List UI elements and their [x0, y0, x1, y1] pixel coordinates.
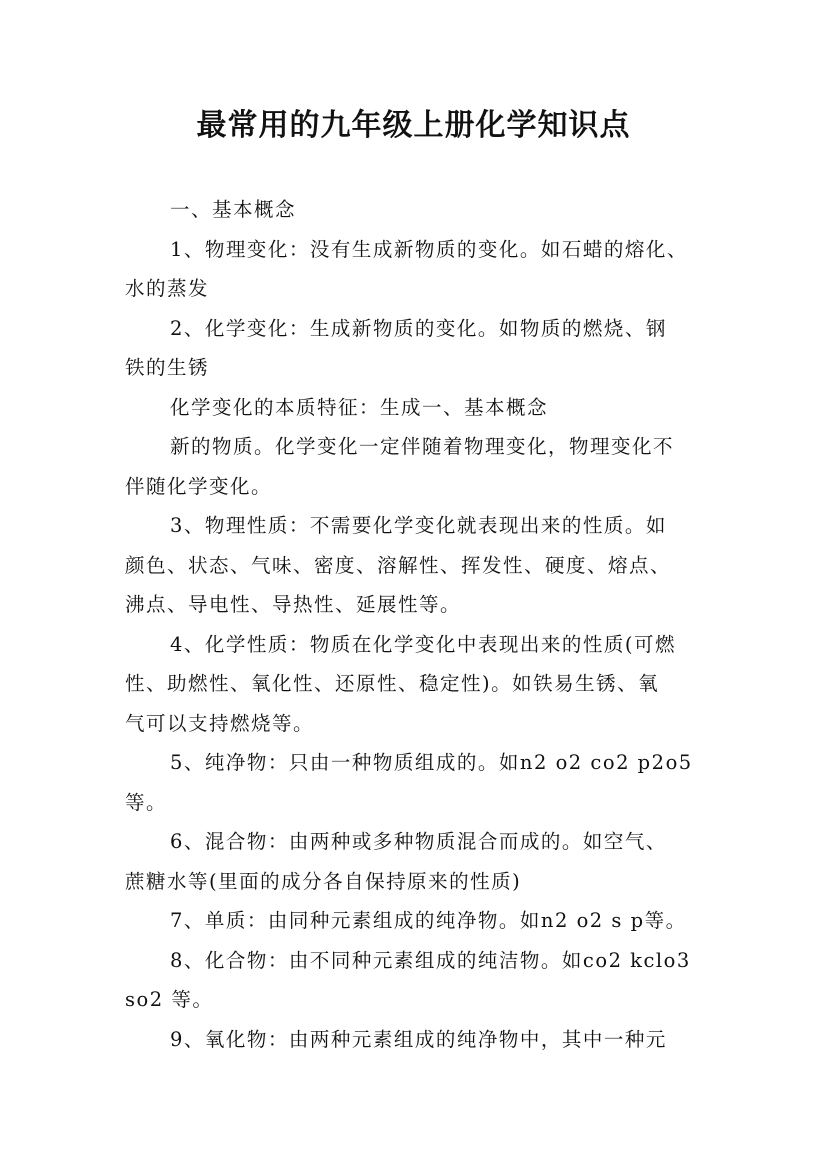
text-line: so2 等。 — [125, 988, 214, 1011]
text-line: 8、化合物：由不同种元素组成的纯洁物。如co2 kclo3 — [170, 948, 691, 972]
text-line: 蔗糖水等(里面的成分各自保持原来的性质) — [125, 869, 522, 893]
text-line: 1、物理变化：没有生成新物质的变化。如石蜡的熔化、 — [170, 237, 688, 261]
text-line: 4、化学性质：物质在化学变化中表现出来的性质(可燃 — [170, 632, 677, 656]
document-body — [125, 190, 715, 1059]
document-title: 最常用的九年级上册化学知识点 — [196, 108, 631, 143]
text-line: 3、物理性质：不需要化学变化就表现出来的性质。如 — [170, 514, 667, 537]
text-line: 一、基本概念 — [170, 198, 297, 221]
text-line: 气可以支持燃烧等。 — [125, 711, 315, 735]
text-line: 2、化学变化：生成新物质的变化。如物质的燃烧、钢 — [170, 316, 667, 340]
text-line: 等。 — [125, 790, 168, 814]
text-line: 5、纯净物：只由一种物质组成的。如n2 o2 co2 p2o5 — [170, 751, 693, 774]
text-line: 7、单质：由同种元素组成的纯净物。如n2 o2 s p等。 — [170, 909, 687, 932]
text-line: 9、氧化物：由两种元素组成的纯净物中，其中一种元 — [170, 1027, 667, 1051]
text-line: 颜色、状态、气味、密度、溶解性、挥发性、硬度、熔点、 — [125, 553, 672, 577]
text-line: 沸点、导电性、导热性、延展性等。 — [125, 593, 462, 616]
text-line: 新的物质。化学变化一定伴随着物理变化，物理变化不 — [170, 435, 675, 458]
text-line: 6、混合物：由两种或多种物质混合而成的。如空气、 — [170, 830, 667, 853]
text-line: 伴随化学变化。 — [125, 474, 273, 498]
text-line: 水的蒸发 — [125, 277, 210, 300]
text-line: 化学变化的本质特征：生成一、基本概念 — [170, 395, 549, 419]
text-line: 性、助燃性、氧化性、还原性、稳定性)。如铁易生锈、氧 — [125, 672, 660, 695]
text-line: 铁的生锈 — [125, 356, 210, 379]
